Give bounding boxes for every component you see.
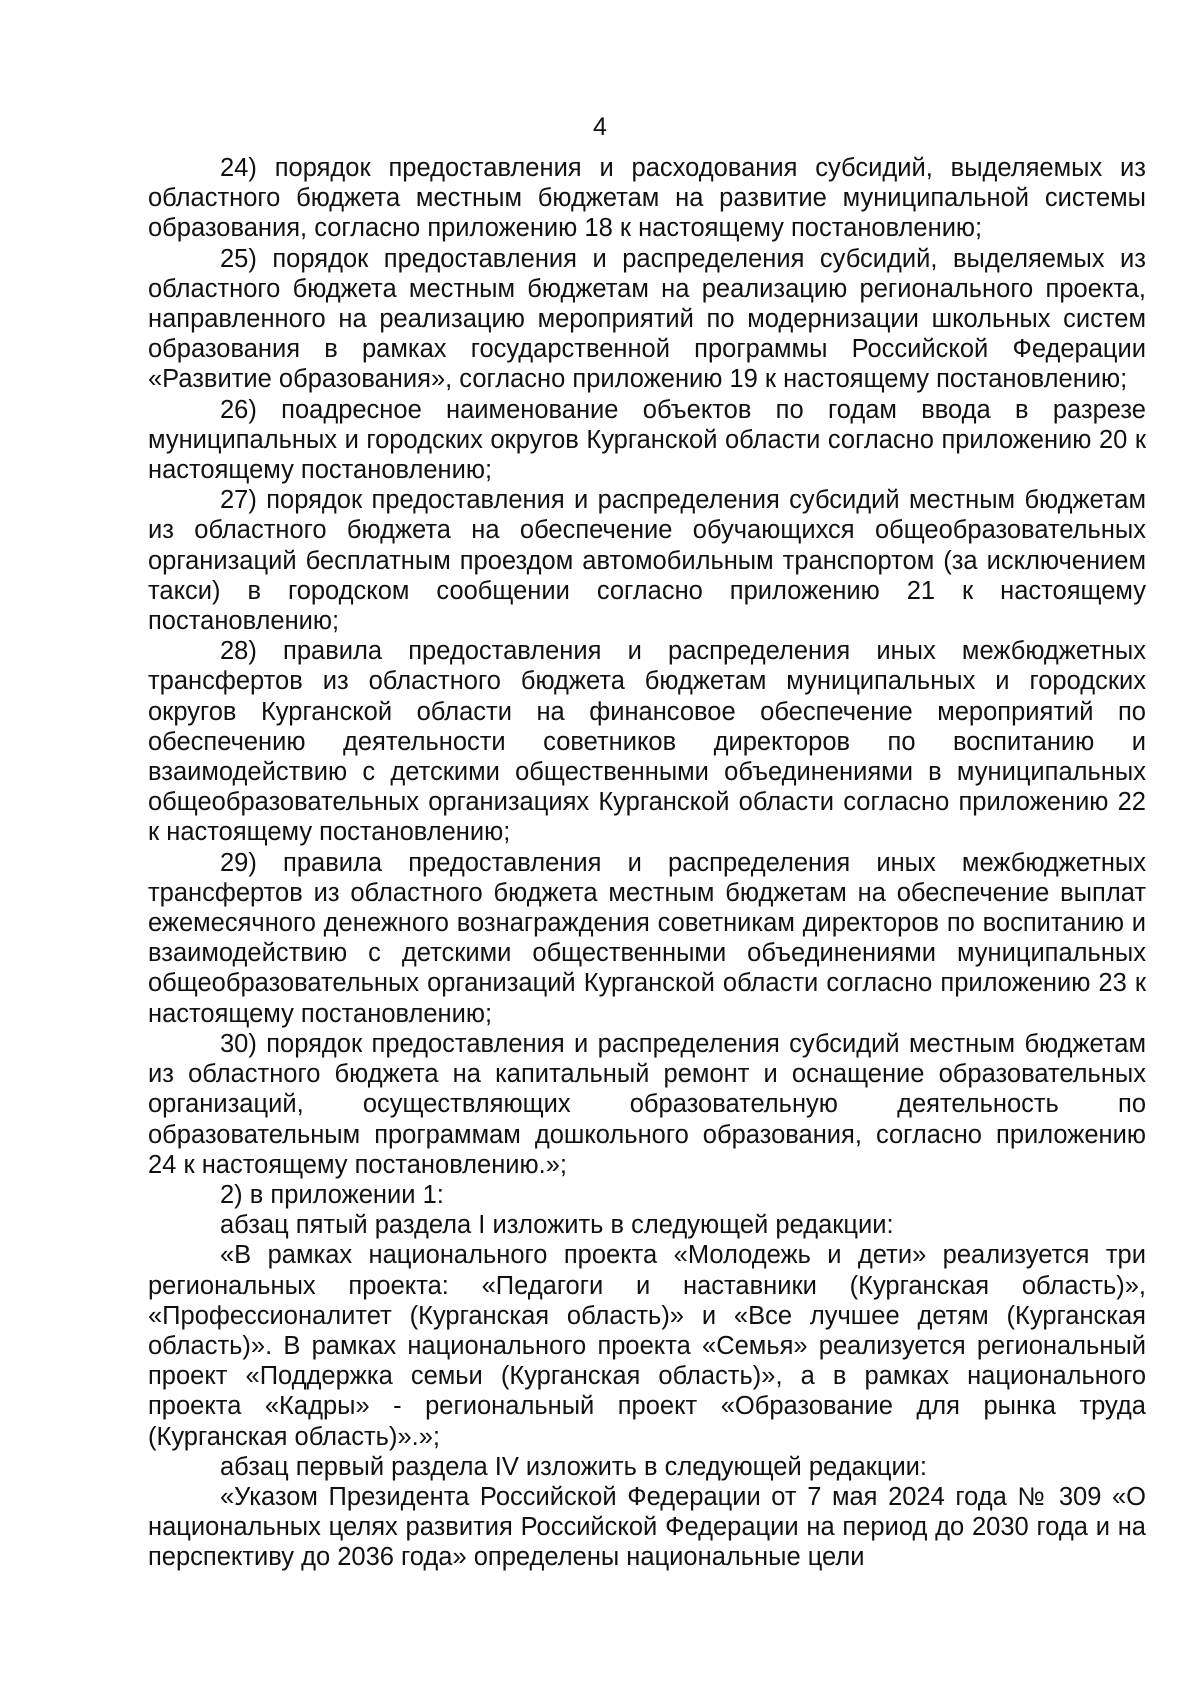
paragraph-item-26: 26) поадресное наименование объектов по годам ввода в разрезе муниципальных и городских округов Курганской области согласно приложению 20 к настоящему постановлению;: [148, 395, 1146, 485]
paragraph-item-28: 28) правила предоставления и распределения иных межбюджетных трансфертов из областного бюджета бюджетам муниципальных и городских округов Курганской области на финансовое обеспечение мероприятий по обеспечению деятельности советников директоров по воспитанию и взаимодействию с детскими общественными объединениями в муниципальных общеобразовательных организациях Курганской области согласно приложению 22 к настоящему постановлению;: [148, 637, 1146, 847]
paragraph-item-24: 24) порядок предоставления и расходования субсидий, выделяемых из областного бюджета местным бюджетам на развитие муниципальной системы образования, согласно приложению 18 к настоящему постановлению;: [148, 154, 1146, 243]
paragraph-appendix-1: 2) в приложении 1:: [220, 1180, 444, 1209]
paragraph-item-25: 25) порядок предоставления и распределения субсидий, выделяемых из областного бюджета местным бюджетам на реализацию регионального проекта, направленного на реализацию мероприятий по модернизации школьных систем образования в рамках государственной программы Российской Федерации «Развитие образования», согласно приложению 19 к настоящему постановлению;: [148, 244, 1146, 394]
paragraph-section-1-text: «В рамках национального проекта «Молодежь и дети» реализуется три региональных проекта: «Педагоги и наставники (Курганская область)», «Профессионалитет (Курганская область)» и «Все лучшее детям (Курганская область)». В рамках национального проекта «Семья» реализуется региональный проект «Поддержка семьи (Курганская область)», а в рамках национального проекта «Кадры» - региональный проект «Образование для рынка труда (Курганская область)».»;: [148, 1241, 1146, 1451]
paragraph-item-27: 27) порядок предоставления и распределения субсидий местным бюджетам из областного бюджета на обеспечение обучающихся общеобразовательных организаций бесплатным проездом автомобильным транспортом (за исключением такси) в городском сообщении согласно приложению 21 к настоящему постановлению;: [148, 486, 1146, 636]
page-number: 4: [593, 113, 607, 141]
paragraph-section-4-instruction: абзац первый раздела IV изложить в следующей редакции:: [220, 1452, 928, 1481]
paragraph-item-29: 29) правила предоставления и распределения иных межбюджетных трансфертов из областного бюджета местным бюджетам на обеспечение выплат ежемесячного денежного вознаграждения советникам директоров по воспитанию и взаимодействию с детскими общественными объединениями муниципальных общеобразовательных организаций Курганской области согласно приложению 23 к настоящему постановлению;: [148, 848, 1146, 1028]
paragraph-section-4-text: «Указом Президента Российской Федерации от 7 мая 2024 года № 309 «О национальных целях развития Российской Федерации на период до 2030 года и на перспективу до 2036 года» определены национальные цели: [148, 1482, 1146, 1572]
paragraph-item-30: 30) порядок предоставления и распределения субсидий местным бюджетам из областного бюджета на капитальный ремонт и оснащение образовательных организаций, осуществляющих образовательную деятельность по образовательным программам дошкольного образования, согласно приложению 24 к настоящему постановлению.»;: [148, 1029, 1146, 1179]
paragraph-section-1-instruction: абзац пятый раздела I изложить в следующей редакции:: [220, 1211, 894, 1240]
document-body: [148, 153, 1146, 1573]
